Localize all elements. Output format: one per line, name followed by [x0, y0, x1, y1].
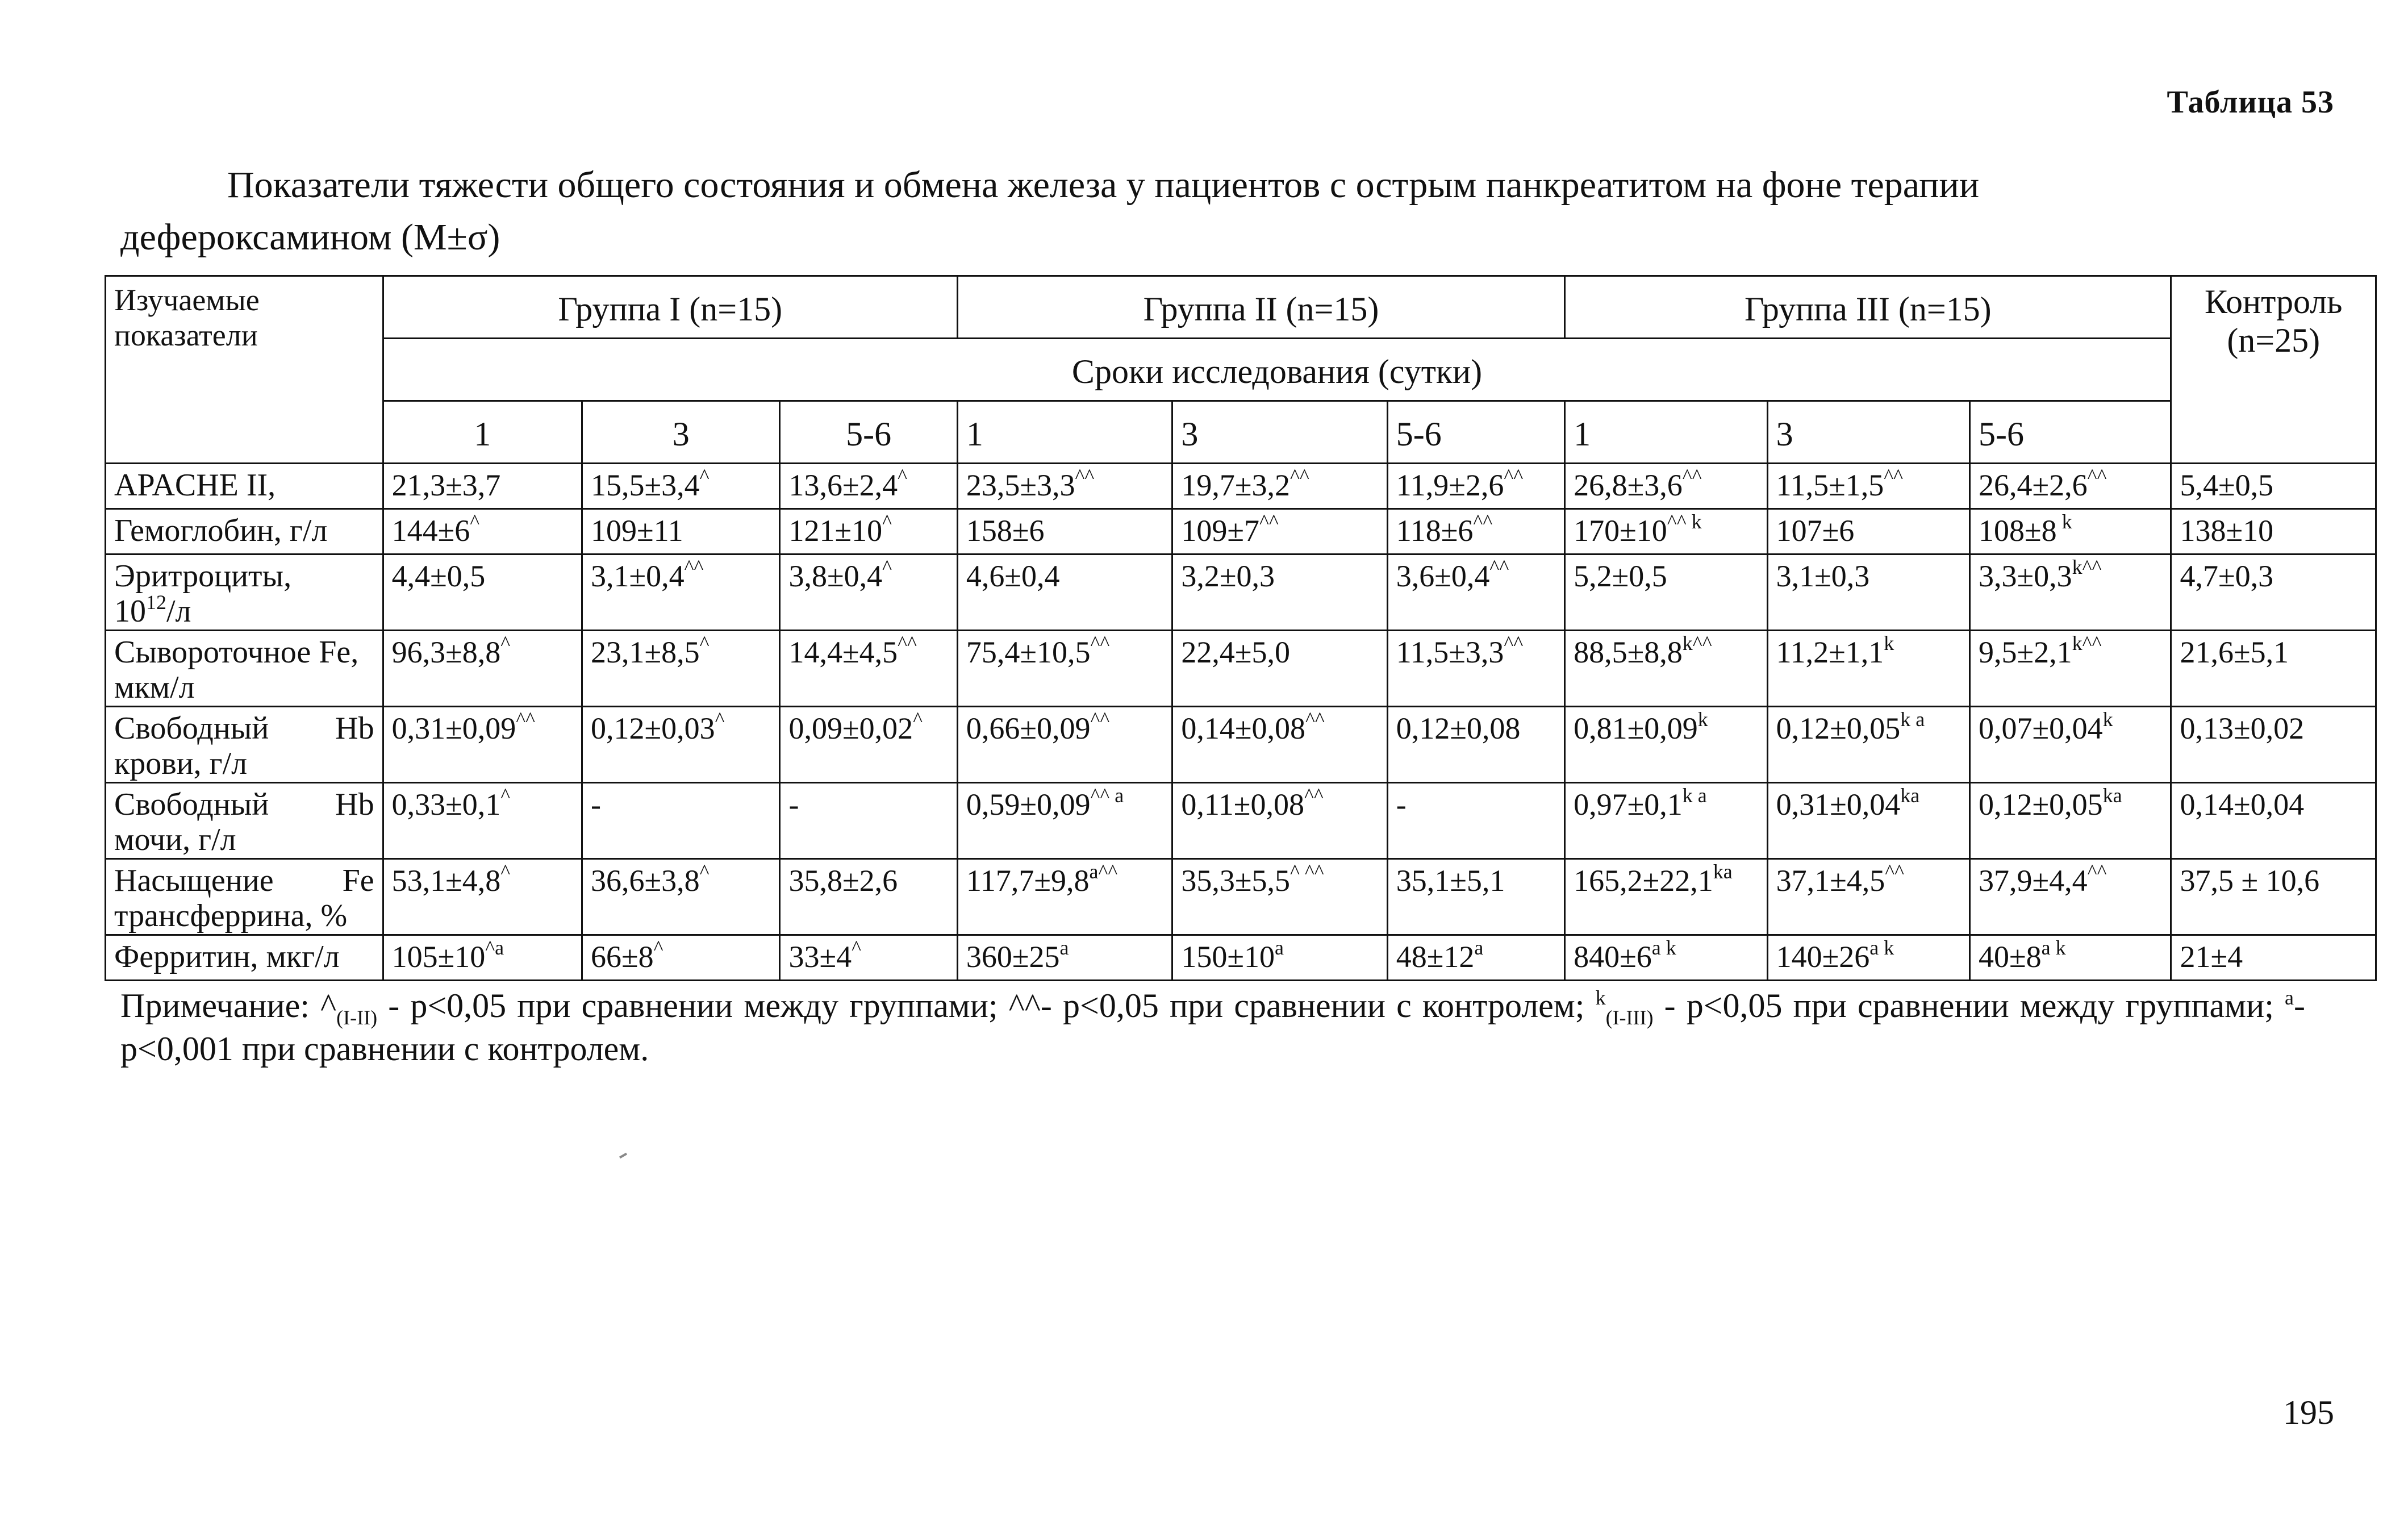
- significance-mark: ^: [500, 632, 511, 655]
- row-label: Ферритин, мкг/л: [106, 935, 383, 981]
- significance-mark: ^: [699, 632, 710, 655]
- cell-value: 3,6±0,4: [1396, 559, 1490, 593]
- cell-value: 40±8: [1979, 940, 2042, 974]
- value-cell: [1172, 859, 1387, 935]
- cell-value: -: [1396, 787, 1407, 822]
- value-cell: [957, 631, 1172, 707]
- value-cell: [1767, 707, 1969, 783]
- cell-value: 4,7±0,3: [2180, 559, 2274, 593]
- value-cell: [1970, 555, 2171, 631]
- note-part-1: - p<0,05 при сравнении между группами; ^^- p<0,05 при сравнении с контролем;: [377, 987, 1596, 1024]
- value-cell: [1387, 783, 1564, 859]
- table-row: [106, 935, 2376, 981]
- significance-mark: k: [1884, 632, 1894, 655]
- day-cell: 3: [1767, 401, 1969, 464]
- cell-value: 840±6: [1574, 940, 1652, 974]
- row-label-a: Свободный: [114, 787, 269, 822]
- cell-value: 48±12: [1396, 940, 1475, 974]
- value-cell: [383, 707, 582, 783]
- cell-value: 3,1±0,3: [1776, 559, 1870, 593]
- value-cell: [780, 509, 957, 555]
- value-cell: [957, 783, 1172, 859]
- row-label-b: Fe: [342, 863, 374, 898]
- significance-mark: a k: [1651, 936, 1676, 959]
- value-cell: [1387, 555, 1564, 631]
- significance-mark: ^a: [485, 936, 504, 959]
- significance-mark: ^: [898, 465, 907, 487]
- significance-mark: ^^: [2087, 465, 2107, 487]
- row-label-b: Hb: [335, 711, 374, 746]
- row-label: [106, 783, 383, 859]
- row-label-tail: /л: [166, 594, 191, 629]
- cell-value: 121±10: [788, 514, 883, 548]
- cell-value: 0,12±0,03: [591, 711, 715, 745]
- table-row: [106, 509, 2376, 555]
- value-cell: [2171, 935, 2376, 981]
- data-table: [105, 275, 2377, 981]
- cell-value: 53,1±4,8: [391, 864, 501, 898]
- value-cell: [1970, 509, 2171, 555]
- significance-mark: ^: [882, 556, 892, 578]
- significance-mark: ^^: [2087, 860, 2107, 883]
- value-cell: [780, 464, 957, 509]
- value-cell: [1565, 509, 1767, 555]
- row-label: Сывороточное Fe, мкм/л: [106, 631, 383, 707]
- header-days-row: [106, 401, 2376, 464]
- day-cell: 1: [957, 401, 1172, 464]
- note-sub-1: (I-II): [336, 1006, 378, 1029]
- value-cell: [383, 464, 582, 509]
- cell-value: 5,2±0,5: [1574, 559, 1667, 593]
- significance-mark: ^ ^^: [1289, 860, 1324, 883]
- row-label: APACHE II,: [106, 464, 383, 509]
- value-cell: [1970, 783, 2171, 859]
- cell-value: 26,4±2,6: [1979, 468, 2088, 502]
- cell-value: 107±6: [1776, 514, 1855, 548]
- significance-mark: ^: [882, 510, 892, 533]
- cell-value: 11,2±1,1: [1776, 635, 1884, 669]
- value-cell: [1565, 783, 1767, 859]
- value-cell: [1172, 935, 1387, 981]
- cell-value: 0,13±0,02: [2180, 711, 2305, 745]
- cell-value: 0,31±0,09: [391, 711, 516, 745]
- row-label-c: мочи, г/л: [114, 822, 236, 857]
- cell-value: 36,6±3,8: [591, 864, 700, 898]
- header-group-1: Группа I (n=15): [383, 276, 957, 339]
- cell-value: 158±6: [966, 514, 1045, 548]
- cell-value: 0,14±0,04: [2180, 787, 2305, 822]
- cell-value: 75,4±10,5: [966, 635, 1091, 669]
- table-title: [120, 159, 2324, 264]
- header-control-line1: Контроль: [2204, 283, 2343, 320]
- table-row: [106, 783, 2376, 859]
- cell-value: 0,11±0,08: [1181, 787, 1304, 822]
- cell-value: 96,3±8,8: [391, 635, 501, 669]
- cell-value: 21,6±5,1: [2180, 635, 2289, 669]
- significance-mark: k: [1697, 708, 1708, 731]
- value-cell: [957, 859, 1172, 935]
- significance-mark: ^: [852, 936, 861, 959]
- significance-mark: ^^: [1473, 510, 1493, 533]
- significance-mark: ^^: [1259, 510, 1279, 533]
- row-label-b: Hb: [335, 787, 374, 822]
- day-cell: 5-6: [1387, 401, 1564, 464]
- row-label: [106, 707, 383, 783]
- note-part-3: - p<0,001 при сравнении с контролем.: [120, 987, 2306, 1068]
- significance-mark: ^^: [516, 708, 536, 731]
- significance-mark: ^^ a: [1090, 784, 1124, 807]
- cell-value: 22,4±5,0: [1181, 635, 1290, 669]
- cell-value: 170±10: [1574, 514, 1667, 548]
- significance-mark: ^: [470, 510, 480, 533]
- cell-value: 14,4±4,5: [788, 635, 898, 669]
- significance-mark: ^: [699, 860, 710, 883]
- cell-value: 37,9±4,4: [1979, 864, 2088, 898]
- value-cell: [780, 783, 957, 859]
- row-label: Гемоглобин, г/л: [106, 509, 383, 555]
- cell-value: 0,14±0,08: [1181, 711, 1305, 745]
- table-note: [120, 984, 2305, 1070]
- value-cell: [383, 859, 582, 935]
- cell-value: 0,81±0,09: [1574, 711, 1698, 745]
- note-sub-2: (I-III): [1605, 1006, 1654, 1029]
- cell-value: 5,4±0,5: [2180, 468, 2274, 502]
- cell-value: 35,1±5,1: [1396, 864, 1505, 898]
- cell-value: 0,09±0,02: [788, 711, 913, 745]
- value-cell: [582, 935, 780, 981]
- significance-mark: ^^: [1289, 465, 1309, 487]
- value-cell: [1970, 631, 2171, 707]
- value-cell: [1767, 631, 1969, 707]
- value-cell: [1970, 707, 2171, 783]
- value-cell: [1767, 509, 1969, 555]
- cell-value: 37,5 ± 10,6: [2180, 864, 2320, 898]
- cell-value: 11,5±1,5: [1776, 468, 1884, 502]
- header-group-3: Группа III (n=15): [1565, 276, 2171, 339]
- significance-mark: ^^ k: [1667, 510, 1702, 533]
- cell-value: 150±10: [1181, 940, 1275, 974]
- cell-value: 0,66±0,09: [966, 711, 1091, 745]
- note-part-2: - p<0,05 при сравнении между группами;: [1653, 987, 2285, 1024]
- value-cell: [1565, 464, 1767, 509]
- table-row: [106, 464, 2376, 509]
- row-label: [106, 859, 383, 935]
- significance-mark: ka: [1713, 860, 1733, 883]
- cell-value: 9,5±2,1: [1979, 635, 2072, 669]
- cell-value: 23,1±8,5: [591, 635, 700, 669]
- cell-value: 26,8±3,6: [1574, 468, 1683, 502]
- significance-mark: a: [1274, 936, 1284, 959]
- cell-value: 35,3±5,5: [1181, 864, 1290, 898]
- significance-mark: ^: [653, 936, 663, 959]
- table-row: [106, 707, 2376, 783]
- cell-value: 3,3±0,3: [1979, 559, 2072, 593]
- value-cell: [1565, 631, 1767, 707]
- significance-mark: ^: [500, 860, 511, 883]
- value-cell: [1767, 783, 1969, 859]
- cell-value: -: [788, 787, 799, 822]
- value-cell: [957, 509, 1172, 555]
- significance-mark: ^^: [1682, 465, 1702, 487]
- header-terms: Сроки исследования (сутки): [383, 339, 2171, 401]
- cell-value: 0,12±0,05: [1979, 787, 2103, 822]
- value-cell: [780, 935, 957, 981]
- cell-value: 3,1±0,4: [591, 559, 685, 593]
- cell-value: 3,2±0,3: [1181, 559, 1275, 593]
- cell-value: 118±6: [1396, 514, 1474, 548]
- value-cell: [1767, 555, 1969, 631]
- value-cell: [957, 935, 1172, 981]
- cell-value: 105±10: [391, 940, 486, 974]
- cell-value: 23,5±3,3: [966, 468, 1075, 502]
- value-cell: [582, 555, 780, 631]
- significance-mark: ^: [913, 708, 923, 731]
- cell-value: 88,5±8,8: [1574, 635, 1683, 669]
- cell-value: 11,9±2,6: [1396, 468, 1504, 502]
- value-cell: [957, 555, 1172, 631]
- value-cell: [1565, 859, 1767, 935]
- cell-value: 108±8: [1979, 514, 2057, 548]
- cell-value: 138±10: [2180, 514, 2274, 548]
- header-control: [2171, 276, 2376, 464]
- row-label: [106, 555, 383, 631]
- cell-value: 13,6±2,4: [788, 468, 898, 502]
- value-cell: [1970, 935, 2171, 981]
- significance-mark: a k: [1869, 936, 1894, 959]
- row-label-sup: 12: [146, 591, 166, 614]
- cell-value: -: [591, 787, 601, 822]
- significance-mark: ^: [500, 784, 511, 807]
- value-cell: [1565, 707, 1767, 783]
- value-cell: [780, 707, 957, 783]
- row-label-a: Насыщение: [114, 863, 274, 898]
- cell-value: 0,33±0,1: [391, 787, 501, 822]
- cell-value: 144±6: [391, 514, 470, 548]
- significance-mark: k^^: [2072, 556, 2102, 578]
- value-cell: [2171, 631, 2376, 707]
- header-control-line2: (n=25): [2227, 322, 2321, 359]
- cell-value: 109±7: [1181, 514, 1259, 548]
- significance-mark: ka: [2102, 784, 2122, 807]
- value-cell: [1565, 555, 1767, 631]
- significance-mark: ^^: [1075, 465, 1095, 487]
- cell-value: 165,2±22,1: [1574, 864, 1713, 898]
- row-label-main: Эритроциты,: [114, 558, 292, 594]
- table-caption: Таблица 53: [2167, 85, 2334, 120]
- table-row: [106, 555, 2376, 631]
- value-cell: [1387, 464, 1564, 509]
- cell-value: 117,7±9,8: [966, 864, 1090, 898]
- table-row: [106, 631, 2376, 707]
- value-cell: [582, 859, 780, 935]
- value-cell: [1172, 509, 1387, 555]
- day-cell: 5-6: [780, 401, 957, 464]
- significance-mark: ^: [715, 708, 725, 731]
- title-line-1: Показатели тяжести общего состояния и обмена железа у пациентов с острым панкреатитом на фоне терапии: [227, 164, 1980, 206]
- value-cell: [1970, 859, 2171, 935]
- day-cell: 3: [1172, 401, 1387, 464]
- value-cell: [2171, 859, 2376, 935]
- cell-value: 4,4±0,5: [391, 559, 486, 593]
- significance-mark: k a: [1900, 708, 1925, 731]
- significance-mark: ^: [699, 465, 710, 487]
- cell-value: 360±25: [966, 940, 1060, 974]
- day-cell: 3: [582, 401, 780, 464]
- significance-mark: ^^: [1885, 860, 1905, 883]
- header-param: Изучаемые показатели: [106, 276, 383, 464]
- day-cell: 5-6: [1970, 401, 2171, 464]
- row-label-a: Свободный: [114, 711, 269, 746]
- cell-value: 0,12±0,08: [1396, 711, 1521, 745]
- note-sup-k: k: [1595, 986, 1606, 1009]
- significance-mark: a: [1059, 936, 1069, 959]
- significance-mark: ^^: [1504, 632, 1524, 655]
- value-cell: [1970, 464, 2171, 509]
- value-cell: [383, 783, 582, 859]
- row-label-c: трансферрина, %: [114, 898, 348, 933]
- significance-mark: ^^: [1090, 708, 1110, 731]
- cell-value: 21±4: [2180, 940, 2243, 974]
- significance-mark: ^^: [1504, 465, 1524, 487]
- value-cell: [2171, 783, 2376, 859]
- cell-value: 19,7±3,2: [1181, 468, 1290, 502]
- cell-value: 66±8: [591, 940, 654, 974]
- value-cell: [780, 859, 957, 935]
- significance-mark: k: [2056, 510, 2072, 533]
- significance-mark: a k: [2041, 936, 2066, 959]
- cell-value: 0,31±0,04: [1776, 787, 1901, 822]
- value-cell: [383, 509, 582, 555]
- value-cell: [2171, 464, 2376, 509]
- cell-value: 35,8±2,6: [788, 864, 898, 898]
- value-cell: [1172, 707, 1387, 783]
- cell-value: 37,1±4,5: [1776, 864, 1885, 898]
- value-cell: [957, 707, 1172, 783]
- significance-mark: ^^: [898, 632, 917, 655]
- scan-speck: [619, 1153, 627, 1158]
- value-cell: [2171, 509, 2376, 555]
- significance-mark: k a: [1682, 784, 1707, 807]
- significance-mark: a^^: [1089, 860, 1118, 883]
- cell-value: 33±4: [788, 940, 852, 974]
- value-cell: [1172, 631, 1387, 707]
- value-cell: [1172, 555, 1387, 631]
- day-cell: 1: [383, 401, 582, 464]
- significance-mark: a: [1474, 936, 1484, 959]
- cell-value: 4,6±0,4: [966, 559, 1060, 593]
- value-cell: [1767, 859, 1969, 935]
- value-cell: [582, 631, 780, 707]
- value-cell: [1767, 935, 1969, 981]
- day-cell: 1: [1565, 401, 1767, 464]
- value-cell: [383, 631, 582, 707]
- significance-mark: ka: [1900, 784, 1920, 807]
- value-cell: [957, 464, 1172, 509]
- value-cell: [1387, 707, 1564, 783]
- value-cell: [383, 935, 582, 981]
- cell-value: 21,3±3,7: [391, 468, 501, 502]
- significance-mark: ^^: [1090, 632, 1110, 655]
- value-cell: [582, 464, 780, 509]
- value-cell: [1387, 935, 1564, 981]
- value-cell: [1172, 464, 1387, 509]
- significance-mark: k: [2102, 708, 2113, 731]
- value-cell: [383, 555, 582, 631]
- cell-value: 15,5±3,4: [591, 468, 700, 502]
- significance-mark: k^^: [2072, 632, 2102, 655]
- note-prefix: Примечание: ^: [120, 987, 337, 1024]
- value-cell: [1565, 935, 1767, 981]
- note-sup-a: a: [2285, 986, 2294, 1009]
- cell-value: 0,07±0,04: [1979, 711, 2103, 745]
- page-number: 195: [2283, 1394, 2334, 1431]
- value-cell: [582, 783, 780, 859]
- cell-value: 11,5±3,3: [1396, 635, 1504, 669]
- significance-mark: ^^: [1305, 708, 1325, 731]
- value-cell: [2171, 555, 2376, 631]
- value-cell: [780, 631, 957, 707]
- cell-value: 3,8±0,4: [788, 559, 883, 593]
- cell-value: 0,12±0,05: [1776, 711, 1901, 745]
- significance-mark: ^^: [684, 556, 704, 578]
- value-cell: [1172, 783, 1387, 859]
- value-cell: [2171, 707, 2376, 783]
- value-cell: [1387, 509, 1564, 555]
- value-cell: [1767, 464, 1969, 509]
- cell-value: 109±11: [591, 514, 683, 548]
- significance-mark: ^^: [1884, 465, 1904, 487]
- value-cell: [582, 509, 780, 555]
- row-label-c: крови, г/л: [114, 746, 248, 781]
- cell-value: 0,97±0,1: [1574, 787, 1683, 822]
- value-cell: [582, 707, 780, 783]
- header-group-2: Группа II (n=15): [957, 276, 1564, 339]
- value-cell: [1387, 859, 1564, 935]
- significance-mark: k^^: [1682, 632, 1712, 655]
- value-cell: [1387, 631, 1564, 707]
- cell-value: 0,59±0,09: [966, 787, 1091, 822]
- significance-mark: ^^: [1304, 784, 1324, 807]
- value-cell: [780, 555, 957, 631]
- table-row: [106, 859, 2376, 935]
- cell-value: 140±26: [1776, 940, 1870, 974]
- significance-mark: ^^: [1489, 556, 1509, 578]
- title-line-2: дефероксамином (M±σ): [120, 216, 500, 258]
- row-label-base: 10: [114, 594, 146, 629]
